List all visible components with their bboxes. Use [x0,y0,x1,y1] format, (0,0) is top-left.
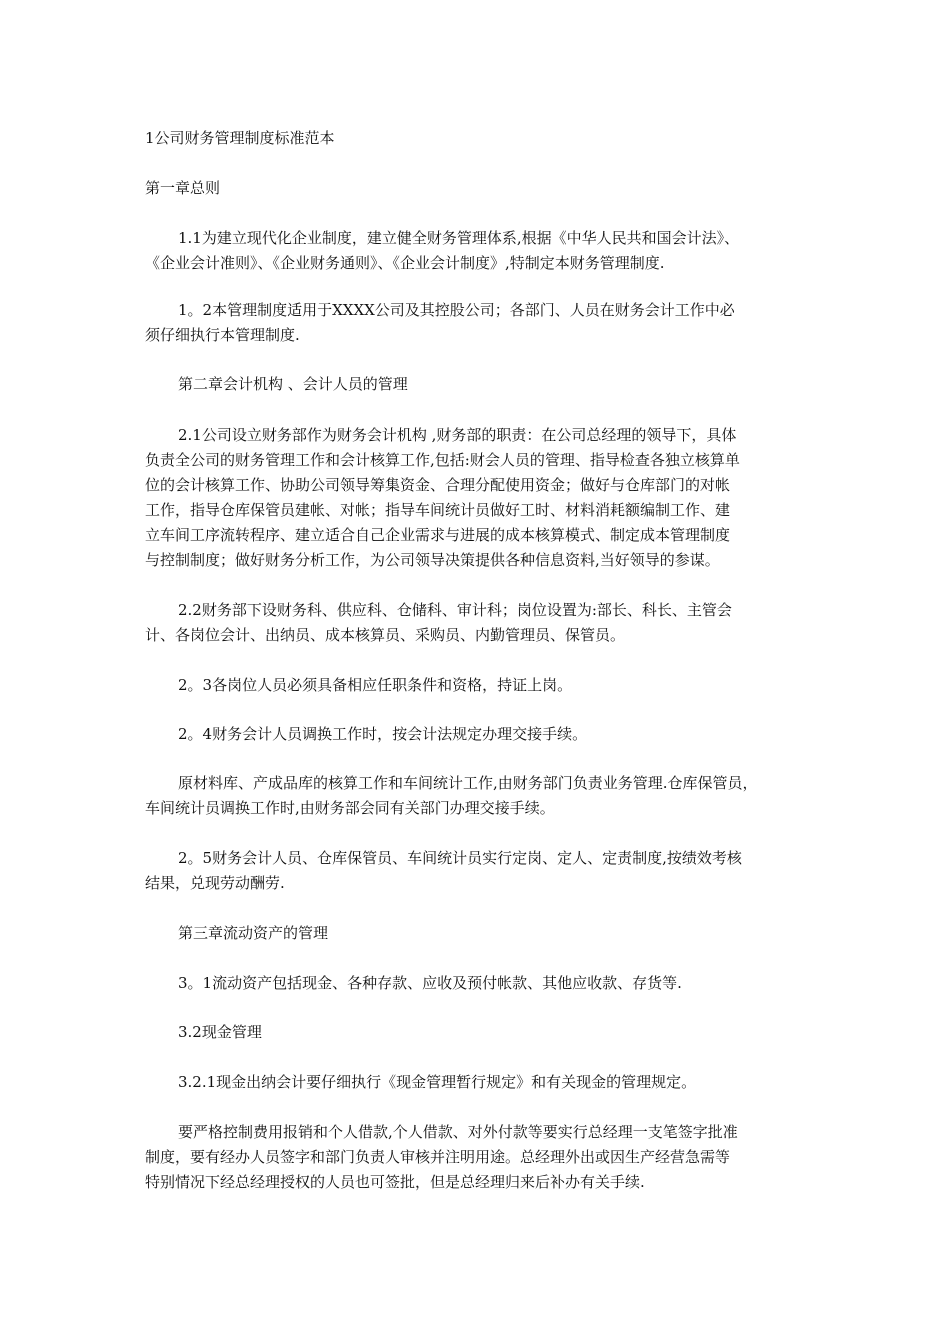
paragraph-1-2-line-1: 1。2本管理制度适用于XXXX公司及其控股公司；各部门、人员在财务会计工作中必 [178,301,735,319]
paragraph-2-2-line-1: 2.2财务部下设财务科、供应科、仓储科、审计科；岗位设置为:部长、科长、主管会 [178,601,732,619]
paragraph-2-1-line-2: 负责全公司的财务管理工作和会计核算工作,包括:财会人员的管理、指导检查各独立核算单 [145,451,740,469]
paragraph-2-4b-line-1: 原材料库、产成品库的核算工作和车间统计工作,由财务部门负责业务管理.仓库保管员， [178,774,758,792]
paragraph-2-1-line-4: 工作，指导仓库保管员建帐、对帐；指导车间统计员做好工时、材料消耗额编制工作、建 [145,501,731,519]
paragraph-2-1-line-3: 位的会计核算工作、协助公司领导筹集资金、合理分配使用资金；做好与仓库部门的对帐 [145,476,731,494]
paragraph-2-5-line-1: 2。5财务会计人员、仓库保管员、车间统计员实行定岗、定人、定责制度,按绩效考核 [178,849,742,867]
paragraph-2-1-line-5: 立车间工序流转程序、建立适合自己企业需求与进展的成本核算模式、制定成本管理制度 [145,526,731,544]
paragraph-2-1-line-1: 2.1公司设立财务部作为财务会计机构 ,财务部的职责：在公司总经理的领导下，具体 [178,426,737,444]
paragraph-3-2-1b-line-1: 要严格控制费用报销和个人借款,个人借款、对外付款等要实行总经理一支笔签字批准 [178,1123,738,1141]
paragraph-3-2-1: 3.2.1现金出纳会计要仔细执行《现金管理暂行规定》和有关现金的管理规定。 [178,1073,697,1091]
paragraph-2-5-line-2: 结果，兑现劳动酬劳. [145,874,285,892]
paragraph-2-1-line-6: 与控制制度；做好财务分析工作，为公司领导决策提供各种信息资料,当好领导的参谋。 [145,551,720,569]
chapter-1-heading: 第一章总则 [145,179,221,197]
paragraph-2-4b-line-2: 车间统计员调换工作时,由财务部会同有关部门办理交接手续。 [145,799,555,817]
paragraph-3-2-1b-line-3: 特别情况下经总经理授权的人员也可签批，但是总经理归来后补办有关手续. [145,1173,645,1191]
paragraph-2-4: 2。4财务会计人员调换工作时，按会计法规定办理交接手续。 [178,725,588,743]
paragraph-2-3: 2。3各岗位人员必须具备相应任职条件和资格，持证上岗。 [178,676,573,694]
document-title: 1公司财务管理制度标准范本 [145,129,335,147]
paragraph-3-1: 3。1流动资产包括现金、各种存款、应收及预付帐款、其他应收款、存货等. [178,974,682,992]
chapter-2-heading: 第二章会计机构 、会计人员的管理 [178,375,408,393]
paragraph-2-2-line-2: 计、各岗位会计、出纳员、成本核算员、采购员、内勤管理员、保管员。 [145,626,626,644]
chapter-3-heading: 第三章流动资产的管理 [178,924,329,942]
paragraph-1-1-line-1: 1.1为建立现代化企业制度，建立健全财务管理体系,根据《中华人民共和国会计法》、 [178,229,740,247]
paragraph-3-2-1b-line-2: 制度，要有经办人员签字和部门负责人审核并注明用途。总经理外出或因生产经营急需等 [145,1148,731,1166]
paragraph-3-2: 3.2现金管理 [178,1023,262,1041]
paragraph-1-2-line-2: 须仔细执行本管理制度. [145,326,300,344]
paragraph-1-1-line-2: 《企业会计准则》、《企业财务通则》、《企业会计制度》,特制定本财务管理制度. [145,254,665,272]
